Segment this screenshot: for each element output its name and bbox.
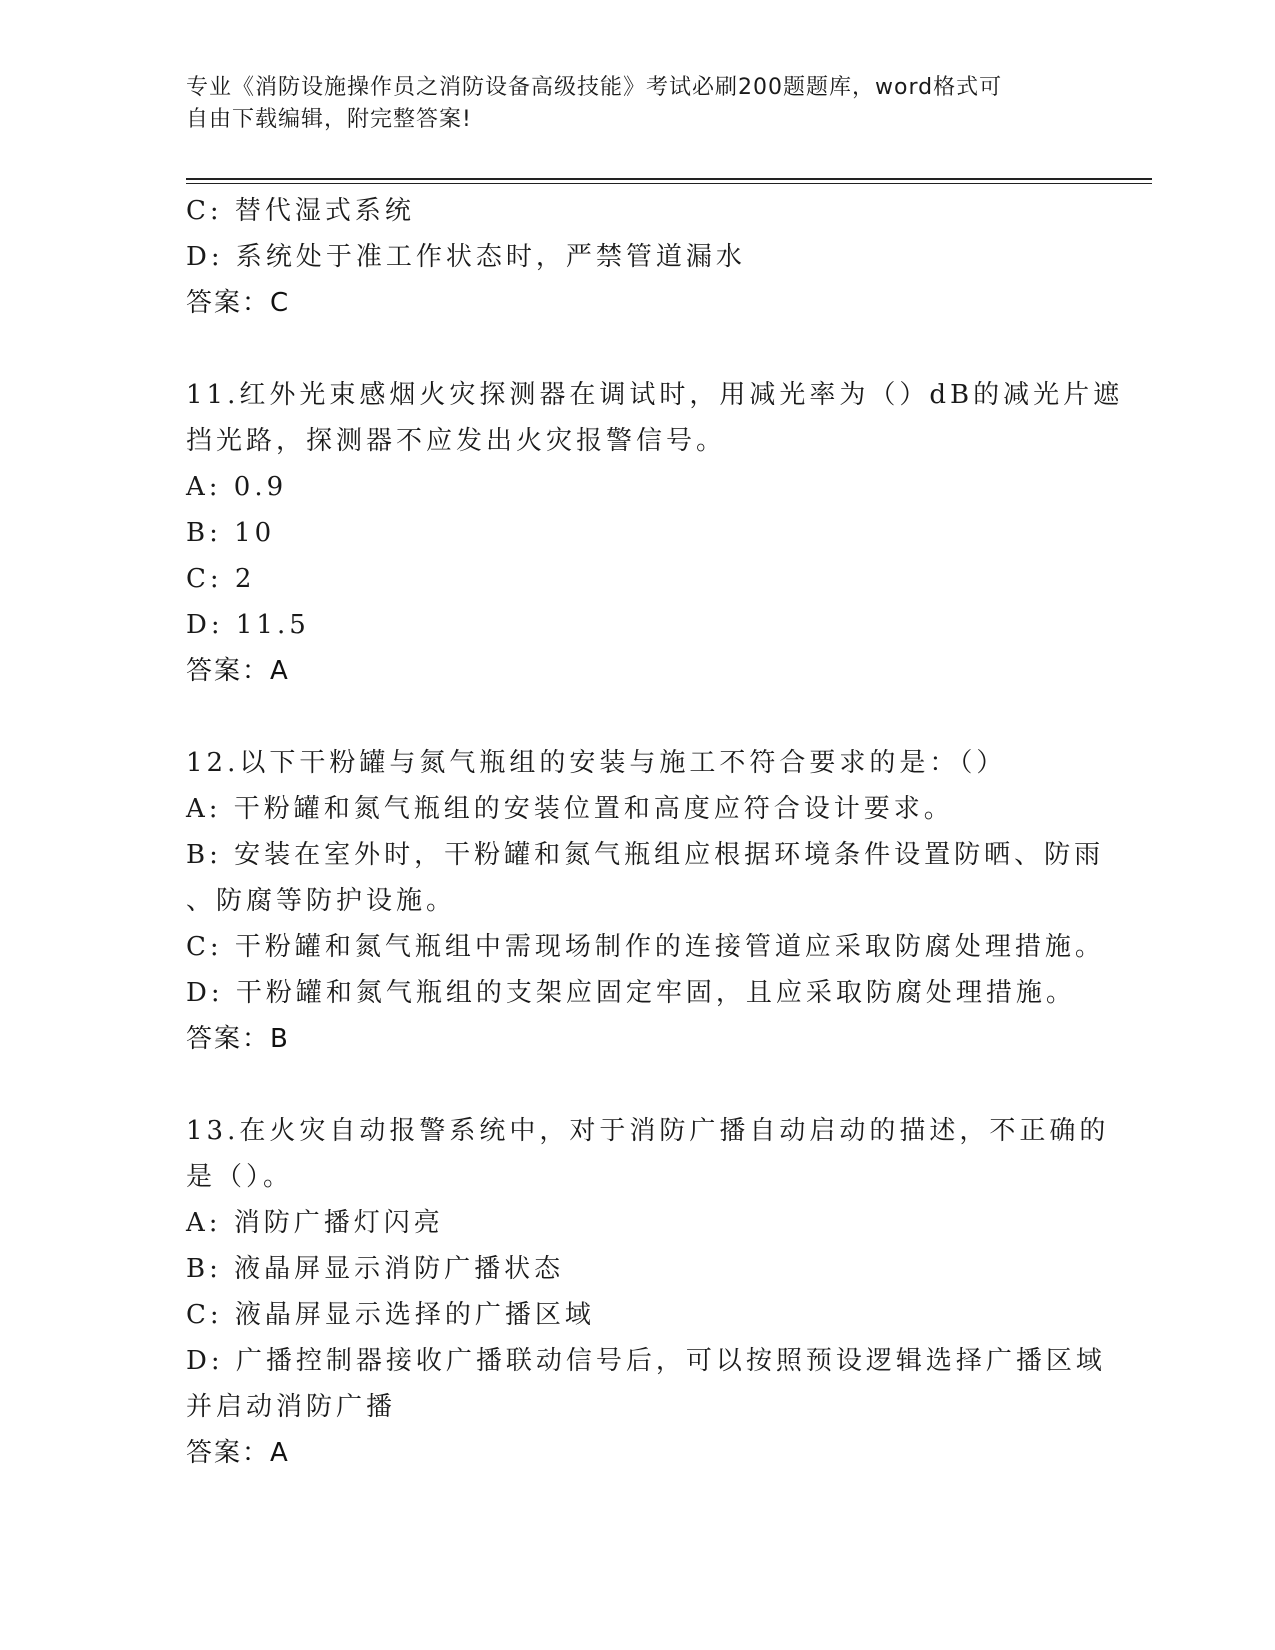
q11-option-c: C: 2 [186, 564, 256, 594]
q11-stem-line-1: 11.红外光束感烟火灾探测器在调试时，用减光率为（）dB的减光片遮 [186, 380, 1124, 410]
header-divider-thin [186, 183, 1152, 184]
question-11 [186, 372, 1124, 694]
q11-stem-line-2: 挡光路，探测器不应发出火灾报警信号。 [186, 426, 727, 456]
q13-answer: 答案：A [186, 1438, 290, 1468]
q10-option-d: D: 系统处于准工作状态时，严禁管道漏水 [186, 242, 746, 272]
q13-option-b: B: 液晶屏显示消防广播状态 [186, 1254, 565, 1284]
q13-option-d-line-1: D: 广播控制器接收广播联动信号后，可以按照预设逻辑选择广播区域 [186, 1346, 1106, 1376]
q12-option-d: D: 干粉罐和氮气瓶组的支架应固定牢固，且应采取防腐处理措施。 [186, 978, 1076, 1008]
q12-answer: 答案：B [186, 1024, 290, 1054]
q11-option-d: D: 11.5 [186, 610, 310, 640]
q11-option-b: B: 10 [186, 518, 276, 548]
q12-option-b-line-1: B: 安装在室外时，干粉罐和氮气瓶组应根据环境条件设置防晒、防雨 [186, 840, 1105, 870]
q13-option-d-line-2: 并启动消防广播 [186, 1392, 397, 1422]
q12-option-b-line-2: 、防腐等防护设施。 [186, 886, 457, 916]
header-divider-thick [186, 178, 1152, 180]
q11-answer: 答案：A [186, 656, 290, 686]
q11-option-a: A: 0.9 [186, 472, 288, 502]
question-12 [186, 740, 1105, 1062]
document-header [186, 72, 1086, 136]
q13-option-a: A: 消防广播灯闪亮 [186, 1208, 444, 1238]
q10-answer: 答案：C [186, 288, 291, 318]
header-line-1: 专业《消防设施操作员之消防设备高级技能》考试必刷200题题库，word格式可 [186, 75, 1003, 100]
q12-option-c: C: 干粉罐和氮气瓶组中需现场制作的连接管道应采取防腐处理措施。 [186, 932, 1105, 962]
q12-stem: 12.以下干粉罐与氮气瓶组的安装与施工不符合要求的是：（） [186, 748, 1007, 778]
q10-option-c: C: 替代湿式系统 [186, 196, 415, 226]
header-line-2: 自由下载编辑，附完整答案! [186, 107, 472, 132]
q12-option-a: A: 干粉罐和氮气瓶组的安装位置和高度应符合设计要求。 [186, 794, 954, 824]
q13-option-c: C: 液晶屏显示选择的广播区域 [186, 1300, 595, 1330]
document-body [186, 188, 1124, 1476]
question-13 [186, 1108, 1110, 1476]
q13-stem-line-2: 是（）。 [186, 1162, 294, 1192]
question-10-fragment [186, 188, 1086, 326]
q13-stem-line-1: 13.在火灾自动报警系统中，对于消防广播自动启动的描述，不正确的 [186, 1116, 1110, 1146]
